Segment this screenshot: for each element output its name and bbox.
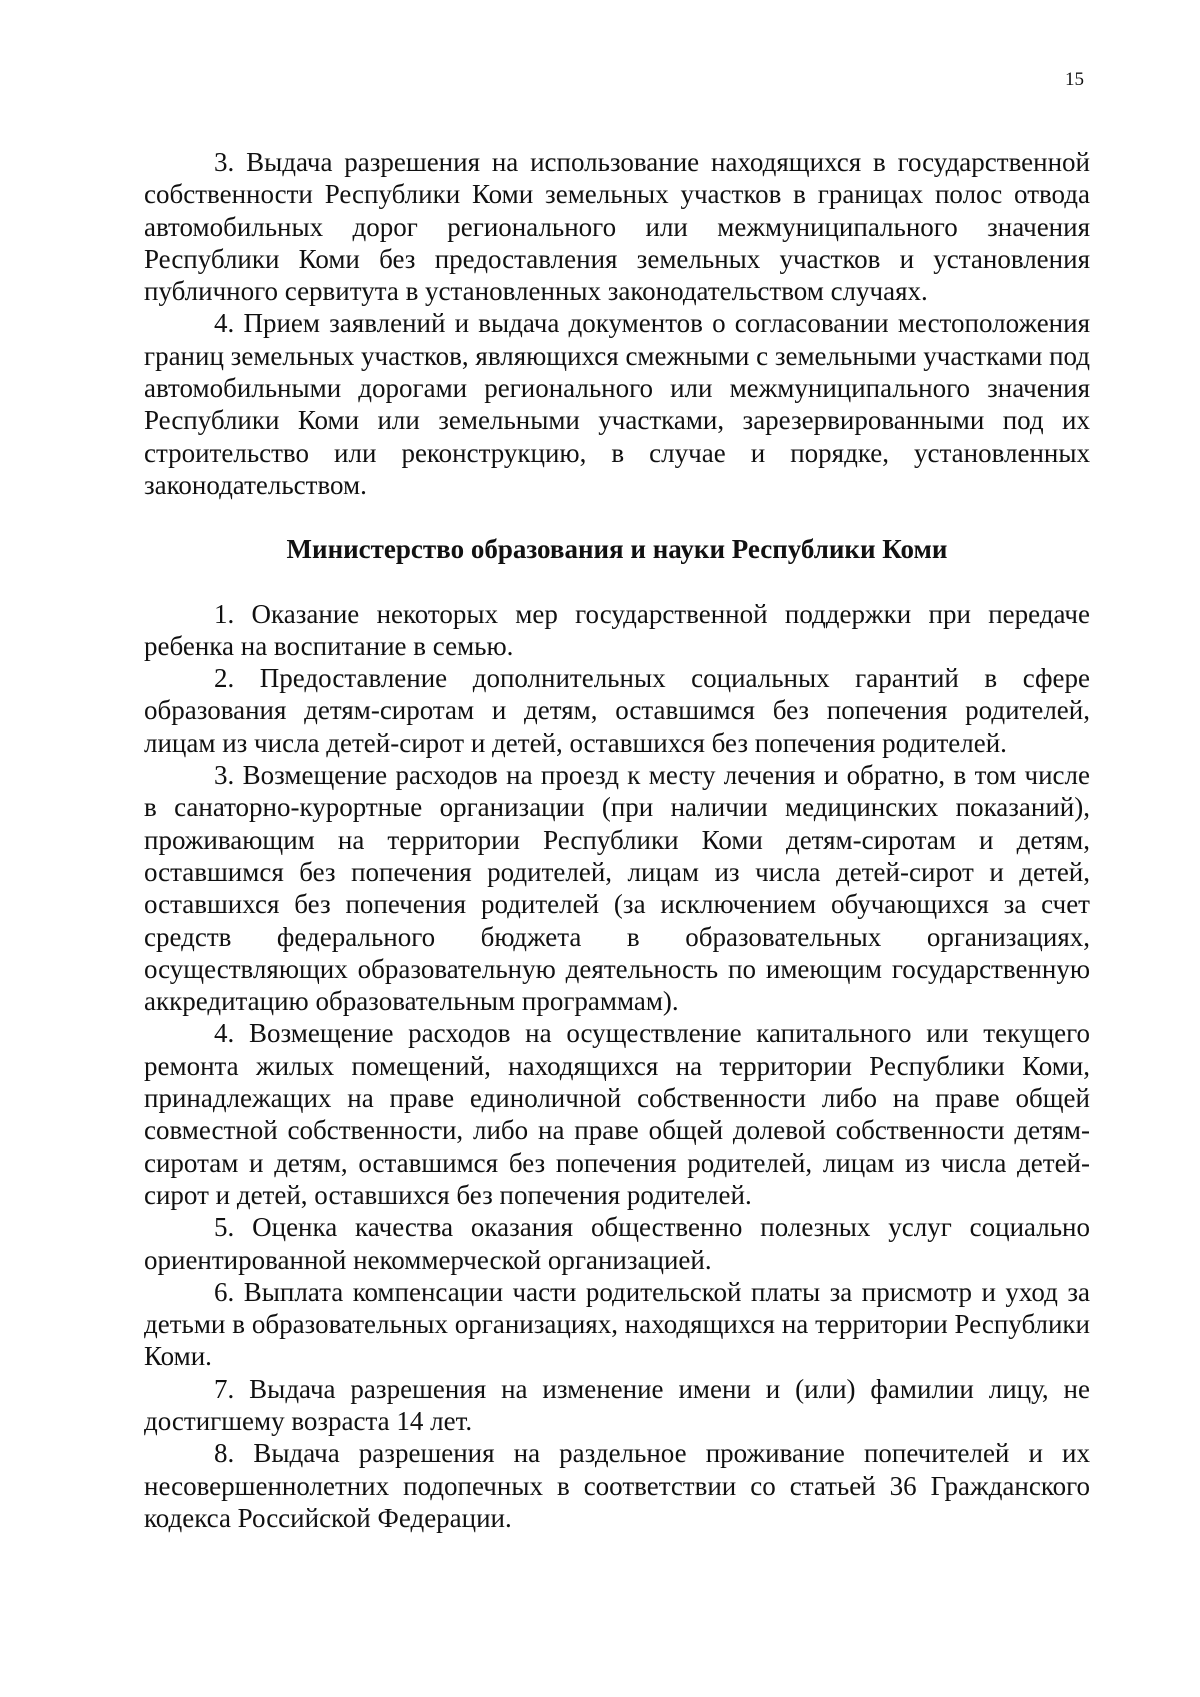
page-number: 15 bbox=[1065, 69, 1084, 90]
paragraph-item-8: 8. Выдача разрешения на раздельное проживание попечителей и их несовершеннолетних подопечных в соответствии со статьей 36 Гражданского кодекса Российской Федерации. bbox=[144, 1438, 1090, 1533]
paragraph-item-5: 5. Оценка качества оказания общественно полезных услуг социально ориентированной некоммерческой организацией. bbox=[144, 1212, 1090, 1275]
paragraph-item-3: 3. Возмещение расходов на проезд к месту лечения и обратно, в том числе в санаторно-курортные организации (при наличии медицинских показаний), проживающим на территории Республики Коми детям-сиротам и детям, оставшимся без попечения родителей, лицам из числа детей-сирот и детей, оставшихся без попечения родителей (за исключением обучающихся за счет средств федерального бюджета в образовательных организациях, осуществляющих образовательную деятельность по имеющим государственную аккредитацию образовательным программам). bbox=[144, 760, 1090, 1017]
paragraph-item-2: 2. Предоставление дополнительных социальных гарантий в сфере образования детям-сиротам и детям, оставшимся без попечения родителей, лицам из числа детей-сирот и детей, оставшихся без попечения родителей. bbox=[144, 663, 1090, 758]
paragraph-item-6: 6. Выплата компенсации части родительской платы за присмотр и уход за детьми в образовательных организациях, находящихся на территории Республики Коми. bbox=[144, 1276, 1090, 1372]
paragraph-item-3-land-use-permit: 3. Выдача разрешения на использование находящихся в государственной собственности Республики Коми земельных участков в границах полос отвода автомобильных дорог регионального или межмуниципального значения Республики Коми без предоставления земельных участков и установления публичного сервитута в установленных законодательством случаях. bbox=[144, 147, 1090, 307]
paragraph-item-1: 1. Оказание некоторых мер государственной поддержки при передаче ребенка на воспитание в семью. bbox=[144, 598, 1090, 661]
section-heading-ministry-education: Министерство образования и науки Республики Коми bbox=[286, 534, 948, 565]
document-body bbox=[144, 146, 1090, 1534]
paragraph-item-7: 7. Выдача разрешения на изменение имени и (или) фамилии лицу, не достигшему возраста 14 лет. bbox=[144, 1373, 1090, 1436]
paragraph-item-4: 4. Возмещение расходов на осуществление капитального или текущего ремонта жилых помещений, находящихся на территории Республики Коми, принадлежащих на праве единоличной собственности либо на праве общей совместной собственности, либо на праве общей долевой собственности детям-сиротам и детям, оставшимся без попечения родителей, лицам из числа детей-сирот и детей, оставшихся без попечения родителей. bbox=[144, 1018, 1090, 1210]
paragraph-item-4-boundary-approval: 4. Прием заявлений и выдача документов о согласовании местоположения границ земельных участков, являющихся смежными с земельными участками под автомобильными дорогами регионального или межмуниципального значения Республики Коми или земельными участками, зарезервированными под их строительство или реконструкцию, в случае и порядке, установленных законодательством. bbox=[144, 308, 1090, 500]
